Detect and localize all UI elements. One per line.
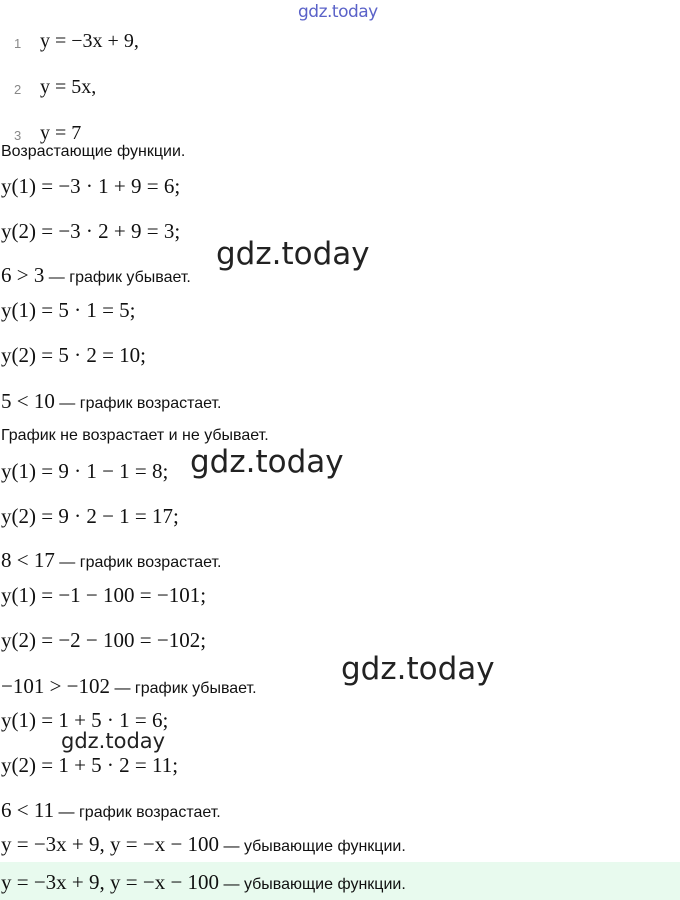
equation-line: y(1) = −3 · 1 + 9 = 6; <box>1 174 181 198</box>
equation-line: y(2) = −3 · 2 + 9 = 3; <box>1 219 181 243</box>
summary-text: — убывающие функции. <box>219 838 406 855</box>
equation-line: y(1) = −1 − 100 = −101; <box>1 583 207 607</box>
equation-line: y(2) = 5 · 2 = 10; <box>1 343 147 367</box>
watermark: gdz.today <box>341 651 495 687</box>
conclusion-math: 6 < 11 <box>1 798 55 822</box>
conclusion-text: — график убывает. <box>110 680 257 697</box>
conclusion-line <box>1 674 257 699</box>
equation-line: y(2) = 9 · 2 − 1 = 17; <box>1 504 179 528</box>
answer-math: y = −3x + 9, y = −x − 100 <box>1 870 220 894</box>
equation-line: y(1) = 5 · 1 = 5; <box>1 298 136 322</box>
conclusion-text: — график возрастает. <box>54 804 221 821</box>
conclusion-line <box>1 263 191 288</box>
conclusion-math: 6 > 3 <box>1 263 45 287</box>
watermark: gdz.today <box>190 444 344 480</box>
conclusion-text: — график убывает. <box>44 269 191 286</box>
watermark: gdz.today <box>216 236 370 272</box>
summary-line <box>1 832 406 857</box>
list-number: 1 <box>14 36 22 51</box>
conclusion-line <box>1 389 222 414</box>
summary-math: y = −3x + 9, y = −x − 100 <box>1 832 220 856</box>
list-expression: y = −3x + 9, <box>40 30 139 52</box>
answer-text: — убывающие функции. <box>219 876 406 893</box>
section-heading: Возрастающие функции. <box>1 143 186 160</box>
watermark: gdz.today <box>61 729 166 753</box>
conclusion-math: −101 > −102 <box>1 674 111 698</box>
note-text: График не возрастает и не убывает. <box>1 427 269 444</box>
list-expression: y = 5x, <box>40 76 97 98</box>
equation-line: y(1) = 9 · 1 − 1 = 8; <box>1 459 169 483</box>
conclusion-line <box>1 798 221 823</box>
answer-line <box>1 870 406 895</box>
answer-box <box>0 862 680 900</box>
list-expression: y = 7 <box>40 122 82 144</box>
watermark-top: gdz.today <box>298 2 378 22</box>
conclusion-text: — график возрастает. <box>54 554 222 571</box>
equation-line: y(2) = −2 − 100 = −102; <box>1 628 207 652</box>
numbered-list <box>0 28 680 144</box>
list-number: 3 <box>14 128 22 143</box>
conclusion-math: 8 < 17 <box>1 548 55 572</box>
equation-line: y(2) = 1 + 5 · 2 = 11; <box>1 753 179 777</box>
equation-line: y(1) = 1 + 5 · 1 = 6; <box>1 708 169 732</box>
conclusion-math: 5 < 10 <box>1 389 55 413</box>
conclusion-text: — график возрастает. <box>54 395 222 412</box>
conclusion-line <box>1 548 222 573</box>
list-number: 2 <box>14 82 22 97</box>
